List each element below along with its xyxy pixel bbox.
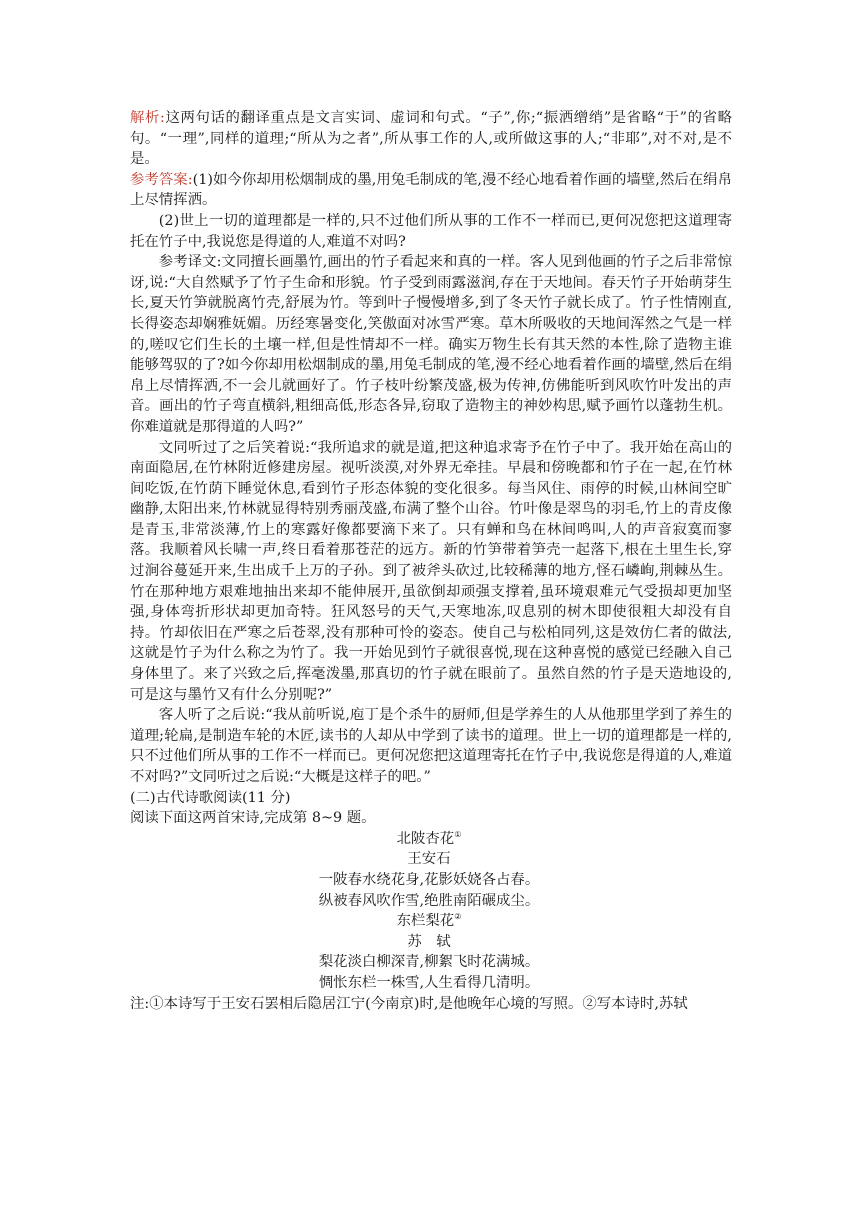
poem-2 (126, 911, 732, 993)
poem-2-author: 苏 轼 (407, 933, 451, 950)
section-heading: (二)古代诗歌阅读(11 分) (130, 789, 291, 806)
poem-1-note-mark: ① (454, 829, 462, 839)
poem-1-title-line (126, 829, 732, 850)
poem-1 (126, 829, 732, 911)
poem-1-title: 北陂杏花 (396, 830, 455, 847)
poem-2-title-line (126, 911, 732, 932)
poem-2-title: 东栏梨花 (396, 913, 455, 930)
analysis-text: 这两句话的翻译重点是文言实词、虚词和句式。“子”,你;“振洒缯绡”是省略“于”的省略句。“一理”,同样的道理;“所从为之者”,所从事工作的人,或所做这事的人;“非耶”,对不对,是不是。 (130, 110, 732, 168)
analysis-paragraph (130, 108, 732, 170)
document-page (130, 108, 732, 1014)
translation-paragraph-3: 客人听了之后说:“我从前听说,庖丁是个杀牛的厨师,但是学养生的人从他那里学到了养生的道理;轮扁,是制造车轮的木匠,读书的人却从中学到了读书的道理。世上一切的道理都是一样的,只不过他们所从事的工作不一样而已。更何况您把这道理寄托在竹子中,我说您是得道的人,难道不对吗?”文同听过之后说:“大概是这样子的吧。” (130, 707, 732, 785)
poem-1-line-2: 纵被春风吹作雪,绝胜南陌碾成尘。 (318, 892, 540, 909)
footnote: 注:①本诗写于王安石罢相后隐居江宁(今南京)时,是他晚年心境的写照。②写本诗时,苏轼 (130, 995, 688, 1012)
analysis-label: 解析: (130, 110, 165, 126)
poem-2-line-1: 梨花淡白柳深青,柳絮飞时花满城。 (318, 954, 540, 971)
section-instruction: 阅读下面这两首宋诗,完成第 8~9 题。 (130, 810, 376, 827)
answer-item-1: (1)如今你却用松烟制成的墨,用兔毛制成的笔,漫不经心地看着作画的墙壁,然后在绢帛上尽情挥洒。 (130, 171, 732, 209)
translation-paragraph-1: 参考译文:文同擅长画墨竹,画出的竹子看起来和真的一样。客人见到他画的竹子之后非常惊讶,说:“大自然赋予了竹子生命和形貌。竹子受到雨露滋润,存在于天地间。春天竹子开始萌芽生长,夏天竹笋就脱离竹壳,舒展为竹。等到叶子慢慢增多,到了冬天竹子就长成了。竹子性情刚直,长得姿态却娴雅妩媚。历经寒暑变化,笑傲面对冰雪严寒。草木所吸收的天地间浑然之气是一样的,嗟叹它们生长的土壤一样,但是性情却不一样。确实万物生长有其天然的本性,除了造物主谁能够驾驭的了?如今你却用松烟制成的墨,用兔毛制成的笔,漫不经心地看着作画的墙壁,然后在绢帛上尽情挥洒,不一会儿就画好了。竹子枝叶纷繁茂盛,极为传神,仿佛能听到风吹竹叶发出的声音。画出的竹子弯直横斜,粗细高低,形态各异,窃取了造物主的神妙构思,赋予画竹以蓬勃生机。你难道就是那得道的人吗?” (130, 254, 732, 435)
poem-2-line-2: 惆怅东栏一株雪,人生看得几清明。 (318, 974, 540, 991)
answer-label: 参考答案: (130, 171, 193, 188)
translation-paragraph-2: 文同听过了之后笑着说:“我所追求的就是道,把这种追求寄予在竹子中了。我开始在高山的南面隐居,在竹林附近修建房屋。视听淡漠,对外界无牵挂。早晨和傍晚都和竹子在一起,在竹林间吃饭,在竹荫下睡觉休息,看到竹子形态体貌的变化很多。每当风住、雨停的时候,山林间空旷幽静,太阳出来,竹林就显得特别秀丽茂盛,布满了整个山谷。竹叶像是翠鸟的羽毛,竹上的青皮像是青玉,非常淡薄,竹上的寒露好像都要滴下来了。只有蝉和鸟在林间鸣叫,人的声音寂寞而寥落。我顺着风长啸一声,终日看着那苍茫的远方。新的竹笋带着笋壳一起落下,根在土里生长,穿过涧谷蔓延开来,生出成千上万的子孙。到了被斧头砍过,比较稀薄的地方,怪石嶙峋,荆棘丛生。竹在那种地方艰难地抽出来却不能伸展开,虽欲倒却顽强支撑着,虽环境艰难元气受损却更加坚强,身体弯折形状却更加奇特。狂风怒号的天气,天寒地冻,叹息别的树木即使很粗大却没有自持。竹却依旧在严寒之后苍翠,没有那种可怜的姿态。使自己与松柏同列,这是效仿仁者的做法,这就是竹子为什么称之为竹了。我一开始见到竹子就很喜悦,现在这种喜悦的感觉已经融入自己身体里了。来了兴致之后,挥毫泼墨,那真切的竹子就在眼前了。虽然自然的竹子是天造地设的,可是这与墨竹又有什么分别呢?” (130, 439, 732, 703)
poem-1-line-1: 一陂春水绕花身,花影妖娆各占春。 (318, 871, 540, 888)
answer-paragraph-1 (130, 170, 732, 211)
answer-paragraph-2: (2)世上一切的道理都是一样的,只不过他们所从事的工作不一样而已,更何况您把这道理寄托在竹子中,我说您是得道的人,难道不对吗? (130, 212, 732, 250)
poem-1-author: 王安石 (407, 851, 451, 868)
poem-2-note-mark: ② (454, 912, 462, 922)
